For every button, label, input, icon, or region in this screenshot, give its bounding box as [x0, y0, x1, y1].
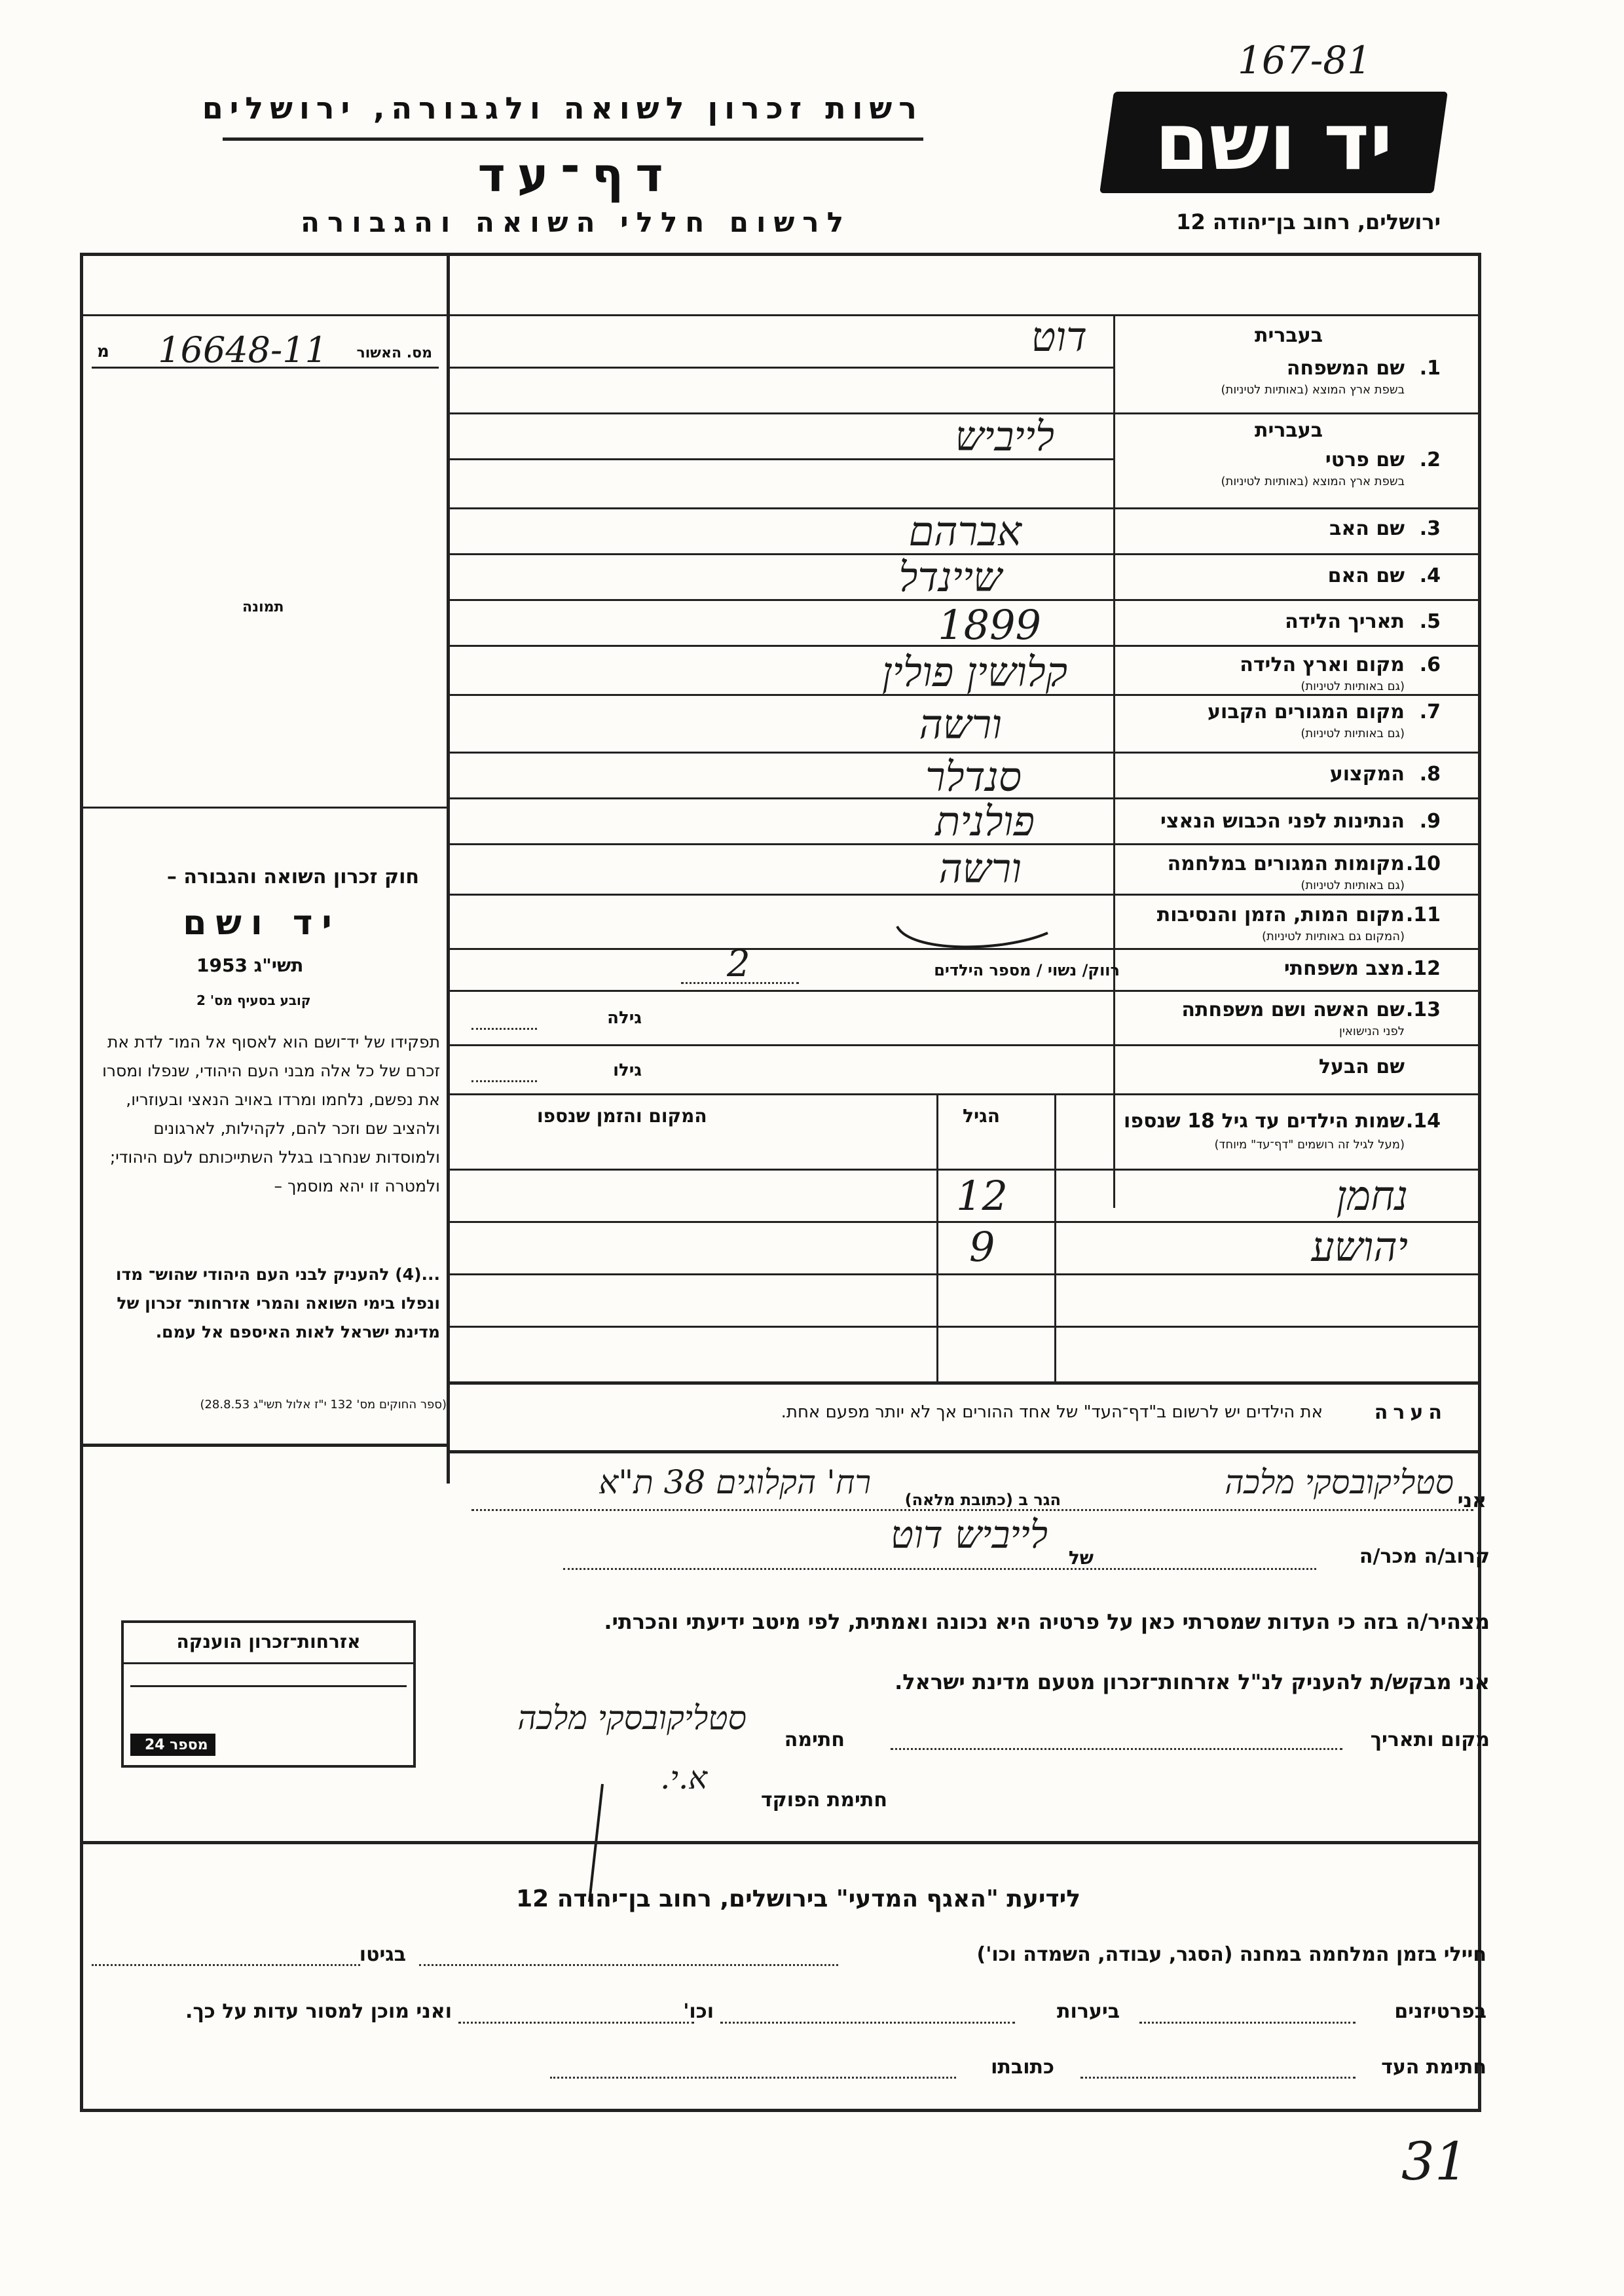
in-hebrew-2: בעברית — [1255, 419, 1323, 442]
logo-text: יד ושם — [1154, 97, 1393, 188]
field-4-num: 4. — [1419, 564, 1441, 587]
witness-line — [1080, 2077, 1356, 2079]
children-row-line — [450, 1273, 1481, 1275]
note-text: את הילדים יש לרשום ב"דף־העד" של אחד ההורים אך לא יותר מפעם אחת. — [781, 1402, 1323, 1422]
field-8-value: סנדלר — [925, 753, 1022, 801]
registration-box — [92, 327, 439, 369]
ghetto-line — [92, 1964, 360, 1966]
declaration-ani: אני — [1457, 1489, 1486, 1512]
field-3-value: אברהם — [908, 507, 1022, 555]
footer-top-line — [80, 1841, 1481, 1844]
clerk-signature: א.י. — [660, 1760, 707, 1796]
field-6-num: 6. — [1419, 653, 1441, 676]
forests-line — [720, 2022, 1015, 2024]
field-6-sub: (גם באותיות לטיניות) — [1301, 680, 1405, 693]
signature-value: סטליקובסקי מלכה — [517, 1699, 747, 1737]
header-rule — [223, 137, 923, 141]
field-13-num: 13. — [1405, 998, 1441, 1021]
field-13-label: שם האשה ושם משפחתה — [1181, 998, 1405, 1021]
clerk-signature-label: חתימת הפוקד — [761, 1789, 887, 1812]
wife-age-line — [471, 1028, 537, 1030]
relation-label: קרוב/ה מכר/ה — [1359, 1545, 1490, 1568]
yad-vashem-logo — [1099, 92, 1448, 193]
form-title: דף־עד — [477, 147, 675, 202]
citizenship-box-mark: 24 — [145, 1737, 165, 1753]
field-11-dash-mark — [891, 907, 1054, 959]
registration-suffix: מ — [97, 342, 109, 361]
marital-options: רווק/ נשוי / מספר הילדים — [934, 961, 1120, 979]
field-7-label: מקום המגורים הקבוע — [1208, 701, 1405, 723]
declarant-name: סטליקובסקי מלכה — [1225, 1463, 1454, 1501]
husband-label: שם הבעל — [1318, 1055, 1405, 1078]
age-column-right — [1054, 1093, 1056, 1381]
field-2-label: שם פרטי — [1325, 448, 1405, 471]
footer-forests-label: ביערות — [1057, 2000, 1120, 2023]
field-9-num: 9. — [1419, 810, 1441, 833]
footer-address-label: כתובתו — [991, 2056, 1054, 2079]
field-10-sub: (גם באותיות לטיניות) — [1301, 879, 1405, 892]
field-8-label: המקצוע — [1329, 763, 1405, 786]
left-panel-bottom-line — [80, 1444, 447, 1447]
child-1-age: 12 — [956, 1172, 1008, 1220]
children-age-header: הגיל — [963, 1105, 1000, 1127]
children-row-line — [450, 1326, 1481, 1328]
field-11-num: 11. — [1405, 903, 1441, 926]
field-1-label: שם המשפחה — [1286, 357, 1405, 380]
law-name: יד ושם — [183, 903, 341, 943]
child-2-name: יהושע — [1311, 1223, 1408, 1271]
field-2-value: לייביש — [955, 412, 1054, 460]
place-date-label: מקום ותאריך — [1370, 1728, 1490, 1751]
field-1-value: דוט — [1031, 313, 1087, 361]
law-title: חוק זכרון השואה והגבורה – — [166, 866, 419, 888]
row-line — [450, 990, 1481, 992]
children-bottom-line — [447, 1381, 1481, 1385]
field-9-label: הנתינות לפני הכבוש הנאצי — [1160, 810, 1405, 833]
row-line — [450, 1044, 1481, 1046]
field-2-num: 2. — [1419, 448, 1441, 471]
field-7-sub: (גם באותיות לטיניות) — [1301, 727, 1405, 740]
citizenship-box-num-label: מספר — [170, 1737, 208, 1753]
field-6-label: מקום וארץ הלידה — [1240, 653, 1405, 676]
law-year: תשי"ג 1953 — [196, 955, 304, 976]
children-count-value: 2 — [727, 943, 750, 985]
field-2-sub: בשפת ארץ המוצא (באותיות לטיניות) — [1221, 475, 1405, 488]
header-address: ירושלים, רחוב בן־יהודה 12 — [1176, 210, 1441, 234]
footer-etc-label: וכו' — [683, 2000, 714, 2023]
declarant-address: רח' הקלוגים 38 ת"א — [599, 1463, 871, 1501]
soldier-line — [419, 1964, 838, 1966]
declaration-line-1: מצהיר/ה בזה כי העדות שמסרתי כאן על פרטיה היא נכונה ואמתית, לפי מיטב ידיעתי והכרתי. — [604, 1609, 1490, 1634]
note-bottom-line — [447, 1450, 1481, 1453]
declaration-line-2: אני מבקש/ת להעניק לנ"ל אזרחות־זכרון מטעם מדינת ישראל. — [895, 1669, 1490, 1694]
photo-bottom-line — [80, 807, 447, 809]
footer-soldier-label: חיילי בזמן המלחמה במחנה (הסגר, עבודה, השמדה וכו') — [976, 1943, 1486, 1966]
child-2-age: 9 — [969, 1223, 995, 1271]
field-10-value: ורשה — [938, 845, 1022, 892]
law-paragraph-2: ...(4) להעניק לבני העם היהודי שהוש־ מדו ונפלו בימי השואה והמרי אזרחות־ זכרון של מדינת ישראל לאות האיספם אל עמם. — [115, 1265, 440, 1341]
children-header-line — [450, 1169, 1481, 1171]
law-clause: קובע בסעיף מס' 2 — [196, 993, 311, 1008]
place-date-line — [891, 1748, 1342, 1750]
field-5-num: 5. — [1419, 610, 1441, 633]
field-12-num: 12. — [1405, 957, 1441, 980]
etc-line — [458, 2022, 694, 2024]
form-subtitle: לרשום חללי השואה והגבורה — [301, 206, 851, 238]
footer-ghetto-label: בגיטו — [359, 1943, 406, 1966]
declarant-line — [471, 1509, 1473, 1511]
top-band-line — [80, 314, 1481, 316]
resident-label: הגר ב (כתובת מלאה) — [904, 1491, 1061, 1509]
field-6-value: קלושין פולין — [881, 648, 1067, 696]
left-column-divider — [447, 253, 450, 1484]
field-13-sub: לפני הנישואין — [1338, 1025, 1405, 1038]
children-sub: (מעל לגיל זה רושמים "דף־עד" מיוחד) — [1214, 1138, 1405, 1152]
field-4-value: שיינדל — [898, 553, 1002, 601]
law-paragraph-1: תפקידו של יד־ושם הוא לאסוף אל המו־ לדת את זכרם של כל אלה מבני העם היהודי, שנפלו ומסרו את נפשם, נלחמו ומרדו באויב הנאצי ובעוזריו, ולהציב שם וזכר להם, לקהילות, לארגונים ולמוסדות שנחרבו בגלל השתייכותם לעם היהודי; ולמטרה זו יהא מוסמך – — [102, 1032, 440, 1195]
footer-witness-label: חתימת העד — [1381, 2056, 1486, 2079]
relation-line — [563, 1568, 1316, 1570]
in-hebrew-1: בעברית — [1255, 324, 1323, 347]
registration-label: מס. האשור — [356, 345, 432, 361]
field-7-value: ורשה — [919, 701, 1002, 748]
children-place-header: המקום והזמן שנספו — [537, 1105, 707, 1127]
field-9-value: פולנית — [935, 797, 1035, 845]
husband-age-label: גילו — [613, 1061, 642, 1080]
photo-label: תמונה — [242, 599, 284, 615]
field-7-num: 7. — [1419, 701, 1441, 723]
field-8-num: 8. — [1419, 763, 1441, 786]
wife-age-label: גילה — [607, 1008, 642, 1028]
of-label: של — [1068, 1547, 1094, 1569]
field-12-label: מצב משפחתי — [1283, 957, 1405, 980]
footer-title: לידיעת "האגף המדעי" בירושלים, רחוב בן־יהודה 12 — [516, 1886, 1080, 1912]
child-1-name: נחמן — [1336, 1172, 1408, 1220]
margin-mark: 31 — [1401, 2131, 1468, 2192]
field-4-label: שם האם — [1327, 564, 1405, 587]
field-11-sub: (המקום גם באותיות לטיניות) — [1261, 930, 1405, 943]
field-1-sub: בשפת ארץ המוצא (באותיות לטיניות) — [1221, 383, 1405, 397]
signature-label: חתימה — [784, 1728, 845, 1751]
row-line — [450, 894, 1481, 896]
field-5-value: 1899 — [938, 601, 1041, 649]
children-title: שמות הילדים עד גיל 18 שנספו — [1124, 1110, 1405, 1133]
field-11-label: מקום המות, הזמן והנסיבות — [1156, 903, 1405, 926]
field-5-label: תאריך הלידה — [1285, 610, 1405, 633]
authority-name: רשות זכרון לשואה ולגבורה, ירושלים — [202, 90, 923, 126]
row-line — [450, 1093, 1481, 1095]
archive-stamp-number: 167-81 — [1238, 38, 1372, 82]
field-10-num: 10. — [1405, 852, 1441, 875]
registration-value: 16648-11 — [158, 329, 327, 371]
row-line — [450, 367, 1113, 369]
footer-ready-text: ואני מוכן למסור עדות על כך. — [185, 2000, 452, 2023]
field-1-num: 1. — [1419, 357, 1441, 380]
note-label: הערה — [1374, 1401, 1447, 1424]
footer-address-line — [550, 2077, 956, 2079]
field-3-label: שם האב — [1329, 517, 1405, 540]
law-reference: (ספר החוקים מס' 132 י"ז אלול תשי"ג 28.8.53) — [200, 1398, 447, 1412]
deceased-name: לייביש דוט — [890, 1512, 1048, 1557]
field-3-num: 3. — [1419, 517, 1441, 540]
husband-age-line — [471, 1080, 537, 1082]
citizenship-box — [121, 1620, 416, 1768]
footer-partisan-label: בפרטיזנים — [1394, 2000, 1486, 2023]
children-num: 14. — [1405, 1110, 1441, 1133]
partisan-line — [1139, 2022, 1356, 2024]
citizenship-box-title: אזרחות־זכרון הוענקה — [124, 1623, 413, 1664]
field-10-label: מקומות המגורים במלחמה — [1167, 852, 1405, 875]
label-column-divider — [1113, 314, 1115, 1208]
age-column-left — [936, 1093, 938, 1381]
